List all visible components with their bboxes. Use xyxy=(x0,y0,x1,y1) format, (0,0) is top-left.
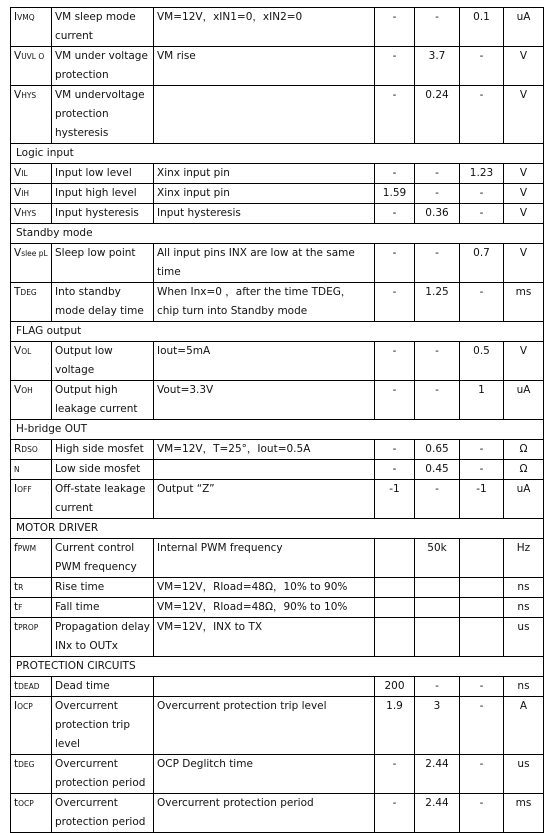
section-label: H-bridge OUT xyxy=(11,420,544,440)
condition-cell: Xinx input pin xyxy=(154,164,375,184)
symbol-cell xyxy=(11,204,52,224)
condition-cell xyxy=(154,460,375,480)
table-row xyxy=(11,460,544,480)
typ-value-cell: 0.24 xyxy=(415,86,460,144)
symbol-subscript: IH xyxy=(21,189,30,198)
table-row xyxy=(11,342,544,381)
symbol-subscript: OFF xyxy=(17,485,32,494)
symbol-letter: V xyxy=(14,89,22,101)
symbol-letter: I xyxy=(14,11,18,23)
symbol-subscript: PWM xyxy=(17,544,37,553)
parameter-cell: VM undervoltage protection hysteresis xyxy=(52,86,154,144)
symbol-cell xyxy=(11,381,52,420)
max-value-cell: 1.23 xyxy=(460,164,504,184)
unit-cell: Ω xyxy=(504,460,544,480)
symbol-cell xyxy=(11,342,52,381)
unit-cell: ms xyxy=(504,283,544,322)
unit-cell: uA xyxy=(504,480,544,519)
symbol-letter: t xyxy=(14,621,19,633)
table-row xyxy=(11,697,544,755)
symbol-cell xyxy=(11,677,52,697)
typ-value-cell: - xyxy=(415,184,460,204)
symbol-cell xyxy=(11,460,52,480)
table-row xyxy=(11,755,544,794)
table-row xyxy=(11,283,544,322)
section-header-row xyxy=(11,519,544,539)
max-value-cell: 1 xyxy=(460,381,504,420)
condition-cell: Overcurrent protection trip level xyxy=(154,697,375,755)
typ-value-cell: 50k xyxy=(415,539,460,578)
symbol-letter: t xyxy=(14,758,19,770)
min-value-cell: - xyxy=(375,8,415,47)
max-value-cell: - xyxy=(460,204,504,224)
min-value-cell: - xyxy=(375,440,415,460)
symbol-cell xyxy=(11,283,52,322)
typ-value-cell: 2.44 xyxy=(415,794,460,833)
max-value-cell: - xyxy=(460,184,504,204)
min-value-cell xyxy=(375,578,415,598)
typ-value-cell: - xyxy=(415,480,460,519)
symbol-subscript: DEAD xyxy=(18,682,40,691)
typ-value-cell: 3.7 xyxy=(415,47,460,86)
condition-cell: Overcurrent protection period xyxy=(154,794,375,833)
parameter-cell: Rise time xyxy=(52,578,154,598)
max-value-cell: - xyxy=(460,677,504,697)
condition-cell: Internal PWM frequency xyxy=(154,539,375,578)
max-value-cell: - xyxy=(460,697,504,755)
min-value-cell xyxy=(375,539,415,578)
parameter-cell: Input high level xyxy=(52,184,154,204)
condition-cell: All input pins INX are low at the same time xyxy=(154,244,375,283)
table-row xyxy=(11,184,544,204)
parameter-cell: Input low level xyxy=(52,164,154,184)
parameter-cell: Overcurrent protection period xyxy=(52,794,154,833)
symbol-subscript: PROP xyxy=(18,623,39,632)
condition-cell: VM=12V，Rload=48Ω，90% to 10% xyxy=(154,598,375,618)
table-row xyxy=(11,8,544,47)
parameter-cell: Propagation delay INx to OUTx xyxy=(52,618,154,657)
table-row xyxy=(11,164,544,184)
symbol-subscript: UVL O xyxy=(21,52,45,61)
symbol-cell xyxy=(11,164,52,184)
table-row xyxy=(11,539,544,578)
parameter-cell: Low side mosfet xyxy=(52,460,154,480)
min-value-cell: - xyxy=(375,283,415,322)
symbol-letter: V xyxy=(14,187,22,199)
min-value-cell: - xyxy=(375,244,415,283)
min-value-cell xyxy=(375,618,415,657)
parameter-cell: Input hysteresis xyxy=(52,204,154,224)
symbol-cell xyxy=(11,618,52,657)
typ-value-cell: 0.45 xyxy=(415,460,460,480)
max-value-cell: - xyxy=(460,460,504,480)
min-value-cell: - xyxy=(375,460,415,480)
unit-cell: ns xyxy=(504,677,544,697)
min-value-cell: - xyxy=(375,47,415,86)
unit-cell: V xyxy=(504,47,544,86)
parameter-cell: Output low voltage xyxy=(52,342,154,381)
condition-cell: Iout=5mA xyxy=(154,342,375,381)
unit-cell: ns xyxy=(504,598,544,618)
typ-value-cell xyxy=(415,598,460,618)
parameter-cell: Output high leakage current xyxy=(52,381,154,420)
parameter-cell: Into standby mode delay time xyxy=(52,283,154,322)
symbol-letter: V xyxy=(14,50,22,62)
max-value-cell xyxy=(460,598,504,618)
symbol-letter: R xyxy=(14,443,22,455)
max-value-cell xyxy=(460,578,504,598)
parameter-cell: Off-state leakage current xyxy=(52,480,154,519)
unit-cell: uA xyxy=(504,381,544,420)
symbol-subscript: OL xyxy=(21,347,32,356)
parameter-cell: VM sleep mode current xyxy=(52,8,154,47)
symbol-cell xyxy=(11,697,52,755)
min-value-cell xyxy=(375,598,415,618)
min-value-cell: - xyxy=(375,342,415,381)
max-value-cell: - xyxy=(460,440,504,460)
symbol-subscript: HYS xyxy=(21,91,37,100)
typ-value-cell: 1.25 xyxy=(415,283,460,322)
typ-value-cell: - xyxy=(415,381,460,420)
unit-cell: us xyxy=(504,755,544,794)
section-header-row xyxy=(11,224,544,244)
min-value-cell: - xyxy=(375,755,415,794)
symbol-letter: V xyxy=(14,207,22,219)
max-value-cell: - xyxy=(460,794,504,833)
condition-cell: VM=12V，T=25°，Iout=0.5A xyxy=(154,440,375,460)
symbol-cell xyxy=(11,480,52,519)
symbol-letter: t xyxy=(14,680,19,692)
parameter-cell: High side mosfet xyxy=(52,440,154,460)
typ-value-cell: 2.44 xyxy=(415,755,460,794)
section-header-row xyxy=(11,322,544,342)
symbol-subscript: DSO xyxy=(21,445,38,454)
table-row xyxy=(11,618,544,657)
symbol-cell xyxy=(11,8,52,47)
symbol-subscript: DEG xyxy=(20,288,37,297)
condition-cell xyxy=(154,677,375,697)
max-value-cell: - xyxy=(460,283,504,322)
section-header-row xyxy=(11,657,544,677)
condition-cell: Input hysteresis xyxy=(154,204,375,224)
typ-value-cell: - xyxy=(415,342,460,381)
unit-cell: ms xyxy=(504,794,544,833)
condition-cell: OCP Deglitch time xyxy=(154,755,375,794)
table-row xyxy=(11,794,544,833)
parameter-cell: Dead time xyxy=(52,677,154,697)
max-value-cell: - xyxy=(460,86,504,144)
min-value-cell: - xyxy=(375,381,415,420)
typ-value-cell: 0.36 xyxy=(415,204,460,224)
unit-cell: ns xyxy=(504,578,544,598)
parameter-cell: Current control PWM frequency xyxy=(52,539,154,578)
typ-value-cell: - xyxy=(415,677,460,697)
typ-value-cell xyxy=(415,578,460,598)
unit-cell: A xyxy=(504,697,544,755)
symbol-cell xyxy=(11,598,52,618)
condition-cell: VM=12V，INX to TX xyxy=(154,618,375,657)
max-value-cell: 0.1 xyxy=(460,8,504,47)
condition-cell: When Inx=0 ，after the time TDEG，chip turn into Standby mode xyxy=(154,283,375,322)
condition-cell: Xinx input pin xyxy=(154,184,375,204)
table-row xyxy=(11,244,544,283)
symbol-subscript: OCP xyxy=(17,702,33,711)
section-label: MOTOR DRIVER xyxy=(11,519,544,539)
parameter-cell: Overcurrent protection trip level xyxy=(52,697,154,755)
max-value-cell: 0.5 xyxy=(460,342,504,381)
typ-value-cell: - xyxy=(415,244,460,283)
table-row xyxy=(11,578,544,598)
unit-cell: Ω xyxy=(504,440,544,460)
symbol-subscript: IL xyxy=(21,169,28,178)
symbol-letter: t xyxy=(14,797,19,809)
symbol-letter: I xyxy=(14,700,18,712)
symbol-cell xyxy=(11,755,52,794)
min-value-cell: - xyxy=(375,204,415,224)
condition-cell: VM=12V，Rload=48Ω，10% to 90% xyxy=(154,578,375,598)
symbol-cell xyxy=(11,86,52,144)
unit-cell: Hz xyxy=(504,539,544,578)
table-row xyxy=(11,204,544,224)
min-value-cell: - xyxy=(375,86,415,144)
parameter-cell: Overcurrent protection period xyxy=(52,755,154,794)
symbol-subscript: OCP xyxy=(18,799,34,808)
unit-cell: us xyxy=(504,618,544,657)
symbol-cell xyxy=(11,47,52,86)
symbol-letter: f xyxy=(14,542,18,554)
parameter-cell: VM under voltage protection xyxy=(52,47,154,86)
max-value-cell: - xyxy=(460,755,504,794)
symbol-letter: T xyxy=(14,286,21,298)
parameter-cell: Sleep low point xyxy=(52,244,154,283)
unit-cell: V xyxy=(504,342,544,381)
section-label: Standby mode xyxy=(11,224,544,244)
min-value-cell: - xyxy=(375,794,415,833)
unit-cell: V xyxy=(504,86,544,144)
typ-value-cell: - xyxy=(415,164,460,184)
table-row xyxy=(11,47,544,86)
symbol-cell xyxy=(11,244,52,283)
symbol-letter: I xyxy=(14,483,18,495)
symbol-cell xyxy=(11,794,52,833)
condition-cell: VM rise xyxy=(154,47,375,86)
table-row xyxy=(11,480,544,519)
max-value-cell: - xyxy=(460,47,504,86)
electrical-characteristics-table xyxy=(10,7,544,833)
symbol-cell xyxy=(11,184,52,204)
min-value-cell: -1 xyxy=(375,480,415,519)
condition-cell: VM=12V，xIN1=0，xIN2=0 xyxy=(154,8,375,47)
condition-cell xyxy=(154,86,375,144)
symbol-subscript: DEG xyxy=(18,760,35,769)
symbol-subscript: N xyxy=(14,465,20,474)
section-label: PROTECTION CIRCUITS xyxy=(11,657,544,677)
table-row xyxy=(11,440,544,460)
typ-value-cell: - xyxy=(415,8,460,47)
unit-cell: V xyxy=(504,204,544,224)
table-row xyxy=(11,598,544,618)
min-value-cell: 1.59 xyxy=(375,184,415,204)
symbol-cell xyxy=(11,539,52,578)
symbol-subscript: slee pL xyxy=(21,249,48,258)
unit-cell: V xyxy=(504,164,544,184)
symbol-cell xyxy=(11,578,52,598)
min-value-cell: - xyxy=(375,164,415,184)
unit-cell: V xyxy=(504,244,544,283)
symbol-subscript: HYS xyxy=(21,209,37,218)
symbol-letter: V xyxy=(14,345,22,357)
max-value-cell: -1 xyxy=(460,480,504,519)
max-value-cell xyxy=(460,618,504,657)
symbol-letter: V xyxy=(14,247,22,259)
typ-value-cell: 0.65 xyxy=(415,440,460,460)
symbol-letter: t xyxy=(14,581,19,593)
table-row xyxy=(11,677,544,697)
symbol-cell xyxy=(11,440,52,460)
section-header-row xyxy=(11,420,544,440)
symbol-letter: V xyxy=(14,384,22,396)
condition-cell: Vout=3.3V xyxy=(154,381,375,420)
symbol-subscript: VMQ xyxy=(17,13,35,22)
condition-cell: Output “Z” xyxy=(154,480,375,519)
section-label: Logic input xyxy=(11,144,544,164)
table-row xyxy=(11,381,544,420)
min-value-cell: 200 xyxy=(375,677,415,697)
min-value-cell: 1.9 xyxy=(375,697,415,755)
parameter-cell: Fall time xyxy=(52,598,154,618)
max-value-cell: 0.7 xyxy=(460,244,504,283)
table-row xyxy=(11,86,544,144)
typ-value-cell xyxy=(415,618,460,657)
max-value-cell xyxy=(460,539,504,578)
unit-cell: uA xyxy=(504,8,544,47)
symbol-letter: t xyxy=(14,601,19,613)
section-label: FLAG output xyxy=(11,322,544,342)
symbol-subscript: OH xyxy=(21,386,33,395)
symbol-subscript: F xyxy=(18,603,23,612)
symbol-subscript: R xyxy=(18,583,24,592)
section-header-row xyxy=(11,144,544,164)
typ-value-cell: 3 xyxy=(415,697,460,755)
unit-cell: V xyxy=(504,184,544,204)
symbol-letter: V xyxy=(14,167,22,179)
